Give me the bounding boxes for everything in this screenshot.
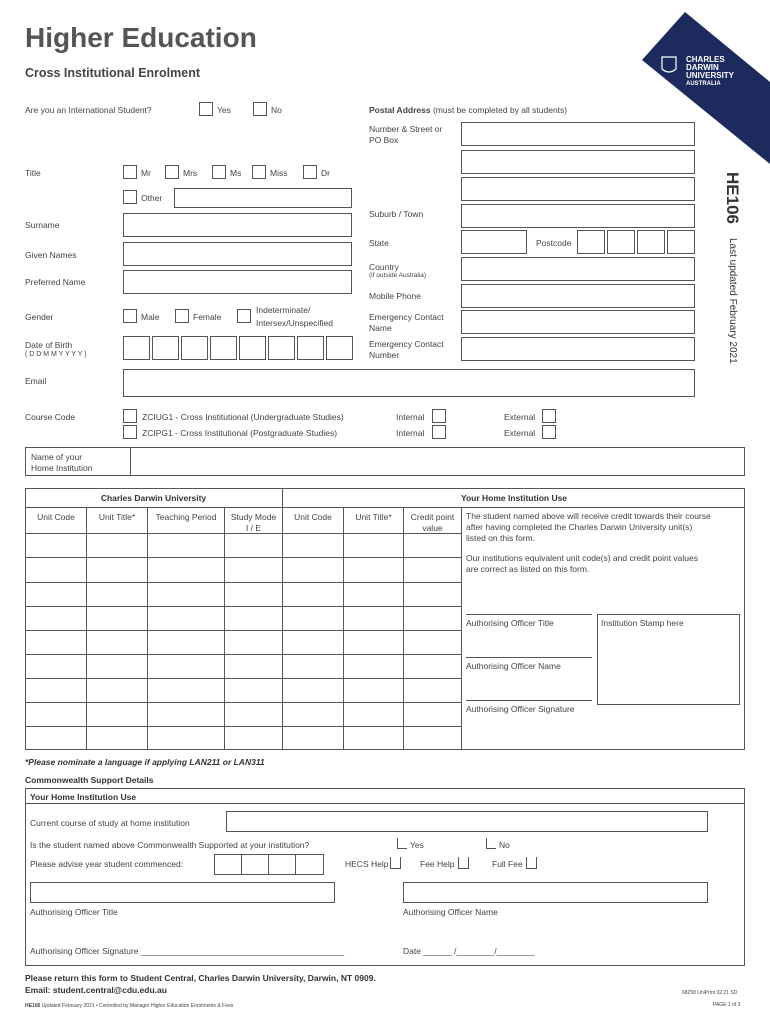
print-code: 68258 UniPrint 02.21 SD [682, 990, 738, 996]
credit-text-3: listed on this form. [466, 533, 535, 543]
col-credit-point-value: value [422, 523, 443, 533]
full-fee-checkbox[interactable] [526, 857, 537, 869]
suburb-label: Suburb / Town [369, 209, 424, 219]
gender-female-checkbox[interactable] [175, 309, 189, 323]
dob-label: Date of Birth [25, 340, 73, 350]
auth-title-line[interactable] [466, 614, 592, 615]
dob-digit[interactable] [181, 336, 208, 360]
internal-label: Internal [396, 428, 425, 438]
state-field[interactable] [461, 230, 527, 254]
csd-auth-title-field[interactable] [30, 882, 335, 903]
intl-no-checkbox[interactable] [253, 102, 267, 116]
csd-auth-title-label: Authorising Officer Title [30, 907, 118, 917]
title-ms-checkbox[interactable] [212, 165, 226, 179]
mobile-label: Mobile Phone [369, 291, 421, 301]
csd-auth-name-label: Authorising Officer Name [403, 907, 498, 917]
emergency-number-label: Emergency Contact [369, 339, 444, 349]
title-other-field[interactable] [174, 188, 352, 208]
country-field[interactable] [461, 257, 695, 281]
credit-text-2: after having completed the Charles Darwin University unit(s) [466, 522, 693, 532]
country-note: (if outside Australia) [369, 272, 427, 279]
auth-name-label: Authorising Officer Name [466, 661, 561, 671]
gender-male-checkbox[interactable] [123, 309, 137, 323]
title-mrs-label: Mrs [183, 168, 198, 178]
gender-female-label: Female [193, 312, 222, 322]
home-institution-field[interactable] [131, 448, 744, 475]
intl-yes-label: Yes [217, 105, 231, 115]
form-subtitle: Cross Institutional Enrolment [25, 66, 201, 80]
emergency-name-label: Emergency Contact [369, 312, 444, 322]
street-label: Number & Street or [369, 124, 443, 134]
auth-name-line[interactable] [466, 657, 592, 658]
auth-sig-line[interactable] [466, 700, 592, 701]
col-credit-point: Credit point [410, 512, 455, 522]
given-names-label: Given Names [25, 250, 77, 260]
logo-text: CHARLES DARWIN UNIVERSITY AUSTRALIA [686, 55, 735, 87]
page-number: PAGE 1 of 3 [713, 1002, 741, 1008]
course-pg-checkbox[interactable] [123, 425, 137, 439]
given-names-field[interactable] [123, 242, 352, 266]
title-mr-label: Mr [141, 168, 151, 178]
dob-digit[interactable] [239, 336, 266, 360]
email-field[interactable] [123, 369, 695, 397]
dob-digit[interactable] [297, 336, 324, 360]
credit-text-1: The student named above will receive credit towards their course [466, 511, 711, 521]
intl-question: Are you an International Student? [25, 105, 152, 115]
title-dr-checkbox[interactable] [303, 165, 317, 179]
cdu-use-heading: Charles Darwin University [100, 493, 207, 503]
form-title: Higher Education [25, 22, 257, 53]
supported-yes-checkbox[interactable] [397, 838, 407, 849]
current-course-field[interactable] [226, 811, 708, 832]
course-ug-checkbox[interactable] [123, 409, 137, 423]
street-label-2: PO Box [369, 135, 399, 145]
fee-help-checkbox[interactable] [458, 857, 469, 869]
external-pg-checkbox[interactable] [542, 425, 556, 439]
country-label: Country [369, 262, 399, 272]
supported-question: Is the student named above Commonwealth Supported at your institution? [30, 840, 310, 850]
postal-heading: Postal Address (must be completed by all students) [369, 105, 568, 115]
title-ms-label: Ms [230, 168, 242, 178]
title-mr-checkbox[interactable] [123, 165, 137, 179]
auth-sig-label: Authorising Officer Signature [466, 704, 575, 714]
dob-digit[interactable] [268, 336, 295, 360]
suburb-field[interactable] [461, 204, 695, 228]
postcode-digit[interactable] [577, 230, 605, 254]
language-note: *Please nominate a language if applying LAN211 or LAN311 [25, 757, 265, 767]
state-label: State [369, 238, 389, 248]
surname-label: Surname [25, 220, 60, 230]
hecs-help-label: HECS Help [345, 859, 389, 869]
equiv-text-2: are correct as listed on this form. [466, 564, 590, 574]
last-updated: Last updated February 2021 [727, 238, 738, 364]
preferred-name-field[interactable] [123, 270, 352, 294]
year-digit[interactable] [268, 854, 296, 875]
course-pg-label: ZCIPG1 - Cross Institutional (Postgraduate Studies) [142, 428, 338, 438]
gender-label: Gender [25, 312, 54, 322]
home-use-heading: Your Home Institution Use [460, 493, 568, 503]
fee-help-label: Fee Help [420, 859, 455, 869]
postcode-digit[interactable] [637, 230, 665, 254]
return-email: Email: student.central@cdu.edu.au [25, 985, 167, 995]
col-study-mode-ie: I / E [245, 523, 262, 533]
year-digit[interactable] [214, 854, 242, 875]
supported-no-checkbox[interactable] [486, 838, 496, 849]
dob-format: ( D D M M Y Y Y Y ) [25, 351, 87, 358]
csd-auth-sig[interactable]: Authorising Officer Signature ___________________________________________ [30, 946, 345, 956]
gender-indeterminate-checkbox[interactable] [237, 309, 251, 323]
postcode-label: Postcode [536, 238, 572, 248]
col-study-mode: Study Mode [230, 512, 277, 522]
csd-date[interactable]: Date ______ /________/________ [403, 946, 535, 956]
dob-digit[interactable] [123, 336, 150, 360]
course-ug-label: ZCIUG1 - Cross Institutional (Undergraduate Studies) [142, 412, 344, 422]
emergency-number-label-2: Number [369, 350, 400, 360]
mobile-field[interactable] [461, 284, 695, 308]
intl-no-label: No [271, 105, 282, 115]
emergency-number-field[interactable] [461, 337, 695, 361]
col-teaching-period: Teaching Period [155, 512, 217, 522]
dob-digit[interactable] [152, 336, 179, 360]
footer-controlled: HE106 Updated February 2021 • Controlled by Manager Higher Education Enrolments & Fees [25, 1003, 234, 1009]
intl-yes-checkbox[interactable] [199, 102, 213, 116]
csd-auth-name-field[interactable] [403, 882, 708, 903]
auth-title-label: Authorising Officer Title [466, 618, 554, 628]
supported-yes-label: Yes [410, 840, 424, 850]
return-instructions: Please return this form to Student Central, Charles Darwin University, Darwin, NT 0909. [25, 973, 376, 983]
internal-label: Internal [396, 412, 425, 422]
year-commenced-label: Please advise year student commenced: [30, 859, 184, 869]
title-miss-checkbox[interactable] [252, 165, 266, 179]
email-label: Email [25, 376, 47, 386]
title-other-label: Other [141, 193, 163, 203]
col-home-unit-code: Unit Code [294, 512, 332, 522]
emergency-name-field[interactable] [461, 310, 695, 334]
col-home-unit-title: Unit Title* [355, 512, 392, 522]
title-other-checkbox[interactable] [123, 190, 137, 204]
preferred-name-label: Preferred Name [25, 277, 86, 287]
title-dr-label: Dr [321, 168, 330, 178]
csd-subheading: Your Home Institution Use [30, 792, 137, 802]
year-digit[interactable] [295, 854, 324, 875]
home-institution-label: Name of your [31, 452, 83, 462]
external-label: External [504, 428, 536, 438]
postcode-digit[interactable] [667, 230, 695, 254]
dob-digit[interactable] [210, 336, 237, 360]
hecs-help-checkbox[interactable] [390, 857, 401, 869]
col-unit-title: Unit Title* [98, 512, 136, 522]
csd-heading: Commonwealth Support Details [25, 775, 154, 785]
gender-indeterminate-label: Indeterminate/ [256, 305, 311, 315]
equiv-text-1: Our institutions equivalent unit code(s) and credit point values [466, 553, 698, 563]
internal-ug-checkbox[interactable] [432, 409, 446, 423]
gender-male-label: Male [141, 312, 160, 322]
gender-intersex-label: Intersex/Unspecified [256, 318, 334, 328]
col-unit-code: Unit Code [37, 512, 75, 522]
course-code-label: Course Code [25, 412, 76, 422]
dob-digit[interactable] [326, 336, 353, 360]
year-digit[interactable] [241, 854, 269, 875]
title-mrs-checkbox[interactable] [165, 165, 179, 179]
internal-pg-checkbox[interactable] [432, 425, 446, 439]
external-label: External [504, 412, 536, 422]
street-field-1[interactable] [461, 122, 695, 146]
supported-no-label: No [499, 840, 510, 850]
full-fee-label: Full Fee [492, 859, 523, 869]
surname-field[interactable] [123, 213, 352, 237]
postcode-digit[interactable] [607, 230, 635, 254]
current-course-label: Current course of study at home institution [30, 818, 190, 828]
emergency-name-label-2: Name [369, 323, 392, 333]
stamp-label: Institution Stamp here [601, 618, 684, 628]
title-miss-label: Miss [270, 168, 288, 178]
form-code: HE106 [723, 172, 742, 224]
street-field-3[interactable] [461, 177, 695, 201]
home-institution-label-2: Home Institution [31, 463, 93, 473]
title-label: Title [25, 168, 41, 178]
external-ug-checkbox[interactable] [542, 409, 556, 423]
street-field-2[interactable] [461, 150, 695, 174]
